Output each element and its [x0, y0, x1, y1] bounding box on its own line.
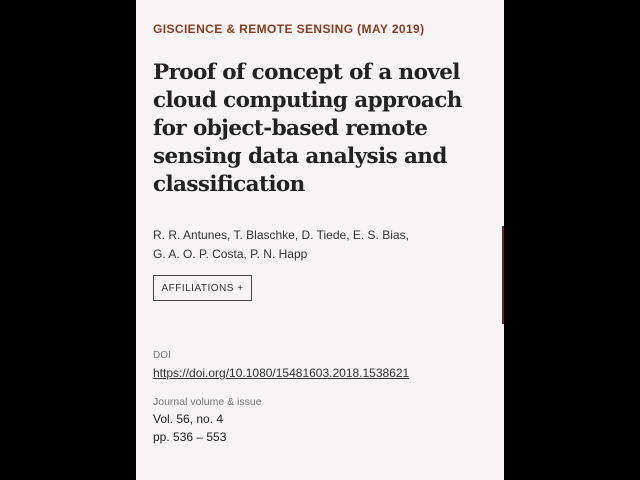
doi-label: DOI — [153, 350, 171, 361]
doi-link[interactable]: https://doi.org/10.1080/15481603.2018.1538621 — [153, 366, 410, 380]
volume-issue — [153, 410, 226, 446]
volume-label: Journal volume & issue — [153, 396, 262, 408]
authors-line-1: R. R. Antunes, T. Blaschke, D. Tiede, E. S. Bias, — [153, 228, 409, 242]
article-title: Proof of concept of a novel cloud computing approach for object-based remote sensing data analysis and classification — [153, 60, 462, 197]
authors-line-2: G. A. O. P. Costa, P. N. Happ — [153, 247, 308, 261]
article-panel — [136, 0, 504, 480]
volume-number: Vol. 56, no. 4 — [153, 412, 224, 426]
author-list — [153, 226, 409, 264]
affiliations-button[interactable]: AFFILIATIONS + — [153, 275, 252, 301]
scroll-accent-bar — [502, 226, 504, 324]
journal-name: GISCIENCE & REMOTE SENSING (MAY 2019) — [153, 22, 425, 36]
page-range: pp. 536 – 553 — [153, 430, 227, 444]
